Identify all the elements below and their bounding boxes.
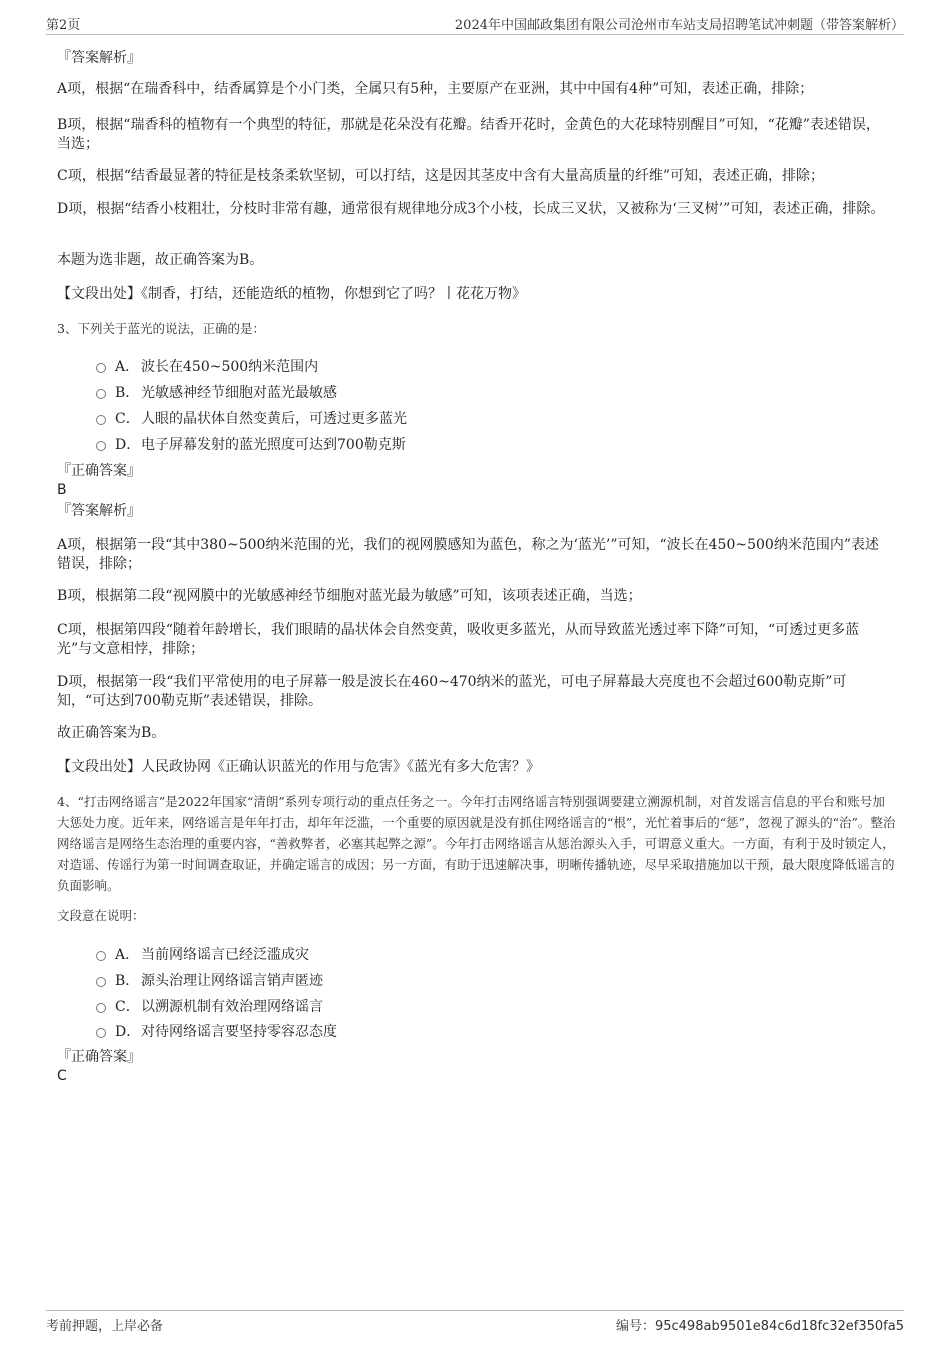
q3-analysis-c: C项，根据第四段“随着年龄增长，我们眼睛的晶状体会自然变黄，吸收更多蓝光，从而导致蓝光透过率下降”可知，“可透过更多蓝光”与文意相悖，排除； [57,622,860,657]
option-letter: D． [115,437,141,453]
option-text: 电子屏幕发射的蓝光照度可达到700勒克斯 [141,437,406,453]
q3-option-c[interactable] [96,408,407,428]
q3-analysis-a: A项，根据第一段“其中380~500纳米范围的光，我们的视网膜感知为蓝色，称之为‘蓝光’”可知，“波长在450~500纳米范围内”表述错误，排除； [57,537,879,572]
q4-option-c[interactable] [96,996,323,1016]
page-header [46,14,904,35]
q2-analysis-a: A项，根据“在瑞香科中，结香属算是个小门类，全属只有5种，主要原产在亚洲，其中中国有4种”可知，表述正确，排除； [57,81,814,97]
q4-answer: C [57,1068,67,1084]
page-number: 第2页 [46,18,81,33]
radio-icon[interactable] [96,441,106,451]
q2-source: 【文段出处】《制香，打结，还能造纸的植物，你想到它了吗？丨花花万物》 [57,286,526,302]
option-letter: D． [115,1024,141,1040]
code-value: 95c498ab9501e84c6d18fc32ef350fa5 [654,1319,904,1334]
radio-icon[interactable] [96,363,106,373]
q4-option-b[interactable] [96,970,323,990]
option-letter: A． [115,947,140,963]
code-label: 编号： [615,1319,655,1334]
option-text: 源头治理让网络谣言销声匿迹 [141,973,323,989]
document-title: 2024年中国邮政集团有限公司沧州市车站支局招聘笔试冲刺题（带答案解析） [454,18,904,33]
q4-option-d[interactable] [96,1021,337,1041]
q4-answer-label: 『正确答案』 [57,1049,141,1065]
q3-analysis-label: 『答案解析』 [57,503,141,519]
q3-question: 3、下列关于蓝光的说法，正确的是： [57,321,265,336]
radio-icon[interactable] [96,1003,106,1013]
option-text: 当前网络谣言已经泛滥成灾 [141,947,309,963]
option-text: 以溯源机制有效治理网络谣言 [141,999,323,1015]
option-letter: B． [115,973,140,989]
q3-conclusion: 故正确答案为B。 [57,725,166,741]
q3-option-b[interactable] [96,382,337,402]
q3-analysis-d: D项，根据第一段“我们平常使用的电子屏幕一般是波长在460~470纳米的蓝光，可电子屏幕最大亮度也不会超过600勒克斯”可知，“可达到700勒克斯”表述错误，排除。 [57,674,847,709]
q4-question: 文段意在说明： [57,908,145,923]
option-letter: C． [115,411,140,427]
radio-icon[interactable] [96,951,106,961]
option-text: 光敏感神经节细胞对蓝光最敏感 [141,385,337,401]
q2-analysis-label: 『答案解析』 [57,50,141,66]
option-text: 波长在450~500纳米范围内 [141,359,319,375]
q4-option-a[interactable] [96,944,309,964]
q3-option-d[interactable] [96,434,406,454]
q3-answer: B [57,482,67,498]
footer-slogan: 考前押题，上岸必备 [46,1319,164,1334]
radio-icon[interactable] [96,389,106,399]
q3-answer-label: 『正确答案』 [57,463,141,479]
q4-passage: 4、“打击网络谣言”是2022年国家“清朗”系列专项行动的重点任务之一。今年打击网络谣言特别强调要建立溯源机制，对首发谣言信息的平台和账号加大惩处力度。近年来，网络谣言是年年打击，却年年泛滥，一个重要的原因就是没有抓住网络谣言的“根”，光忙着事后的“惩”，忽视了源头的“治”。整治网络谣言是网络生态治理的重要内容，“善救弊者，必塞其起弊之源”。今年打击网络谣言从惩治源头入手，可谓意义重大。一方面，有利于及时锁定人，对造谣、传谣行为第一时间调查取证，并确定谣言的成因；另一方面，有助于迅速解决事，明晰传播轨迹，尽早采取措施加以干预，最大限度降低谣言的负面影响。 [57,794,896,893]
q2-analysis-b: B项，根据“瑞香科的植物有一个典型的特征，那就是花朵没有花瓣。结香开花时，金黄色的大花球特别醒目”可知，“花瓣”表述错误，当选； [57,117,880,152]
q2-conclusion: 本题为选非题，故正确答案为B。 [57,252,264,268]
radio-icon[interactable] [96,977,106,987]
option-letter: B． [115,385,140,401]
q3-analysis-b: B项，根据第二段“视网膜中的光敏感神经节细胞对蓝光最为敏感”可知，该项表述正确，当选； [57,588,642,604]
radio-icon[interactable] [96,1028,106,1038]
q3-option-a[interactable] [96,356,318,376]
radio-icon[interactable] [96,415,106,425]
page-footer [46,1310,904,1336]
document-code [616,1315,904,1334]
option-letter: C． [115,999,140,1015]
option-text: 对待网络谣言要坚持零容忍态度 [141,1024,337,1040]
option-text: 人眼的晶状体自然变黄后，可透过更多蓝光 [141,411,407,427]
q3-source: 【文段出处】人民政协网《正确认识蓝光的作用与危害》《蓝光有多大危害？》 [57,759,540,775]
q2-analysis-c: C项，根据“结香最显著的特征是枝条柔软坚韧，可以打结，这是因其茎皮中含有大量高质量的纤维”可知，表述正确，排除； [57,168,825,184]
q2-analysis-d: D项，根据“结香小枝粗壮，分枝时非常有趣，通常很有规律地分成3个小枝，长成三叉状，又被称为‘三叉树’”可知，表述正确，排除。 [57,201,885,217]
option-letter: A． [115,359,140,375]
